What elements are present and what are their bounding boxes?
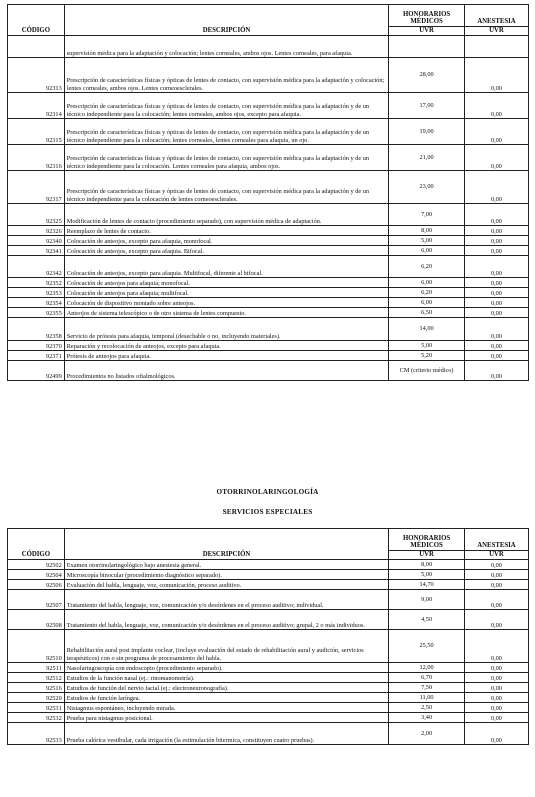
row-code: 92352 [8,278,65,288]
table-row [8,351,529,361]
table-row [8,580,529,590]
row-code: 92533 [8,723,65,745]
row-code: 92516 [8,683,65,693]
row-description: Colocación de anteojos para afaquia; monofocal. [64,278,389,288]
table-row [8,226,529,236]
row-code: 92340 [8,236,65,246]
row-description: Prótesis de anteojos para afaquia. [64,351,389,361]
col-header-fees-unit: UVR [389,551,465,560]
row-anesthesia-uvr: 0,00 [464,703,528,713]
row-code: 92508 [8,610,65,630]
table-row [8,36,529,58]
table-row [8,723,529,745]
row-anesthesia-uvr: 0,00 [464,308,528,318]
row-fee-uvr: 6,20 [389,256,465,278]
row-anesthesia-uvr: 0,00 [464,723,528,745]
row-code: 92358 [8,318,65,341]
table-row [8,590,529,610]
table-row [8,256,529,278]
row-code: 92370 [8,341,65,351]
row-description: Procedimientos no listados oftalmológicos. [64,361,389,381]
table-row [8,673,529,683]
row-code: 92507 [8,590,65,610]
row-description: supervisión médica para la adaptación y colocación; lentes corneales, ambos ojos. Lentes corneales, para afaquia. [64,36,389,58]
table-row [8,145,529,171]
row-code: 92371 [8,351,65,361]
fee-table-ophthalmology [7,4,529,381]
row-anesthesia-uvr: 0,00 [464,226,528,236]
table-row [8,560,529,570]
row-anesthesia-uvr: 0,00 [464,560,528,570]
row-fee-uvr: 8,00 [389,226,465,236]
row-anesthesia-uvr: 0,00 [464,580,528,590]
row-anesthesia-uvr: 0,00 [464,590,528,610]
row-description: Tratamiento del habla, lenguaje, voz, comunicación y/o desórdenes en el proceso auditivo; individual. [64,590,389,610]
row-code: 92502 [8,560,65,570]
row-description: Tratamiento del habla, lenguaje, voz, comunicación y/o desórdenes en el proceso auditivo; grupal, 2 o más individuos. [64,610,389,630]
row-anesthesia-uvr: 0,00 [464,610,528,630]
row-fee-uvr: 5,00 [389,236,465,246]
row-description: Nistagmus espontáneo, incluyendo mirada. [64,703,389,713]
row-code: 92520 [8,693,65,703]
row-fee-uvr: 21,00 [389,145,465,171]
row-description: Estudios de función del nervio facial (ej.: electroneuronografía). [64,683,389,693]
row-anesthesia-uvr: 0,00 [464,341,528,351]
table-row [8,308,529,318]
row-anesthesia-uvr: 0,00 [464,693,528,703]
col-header-code: CÓDIGO [8,529,65,560]
row-code: 92315 [8,119,65,145]
table-row [8,630,529,663]
row-anesthesia-uvr: 0,00 [464,171,528,204]
row-anesthesia-uvr: 0,00 [464,298,528,308]
row-anesthesia-uvr: 0,00 [464,318,528,341]
row-description: Prueba calórica vestibular, cada irrigación (la estimulación bitermica, constituyen cuatro pruebas). [64,723,389,745]
table-row [8,204,529,226]
row-description: Rehabilitación aural post implante coclear, (incluye evaluación del estado de rehabilitación aural y audición, servicios terapéuticos) con o sin programa de procesamiento del habla. [64,630,389,663]
row-fee-uvr: 23,00 [389,171,465,204]
row-description: Servicio de prótesis para afaquia, temporal (desechable o no, incluyendo materiales). [64,318,389,341]
row-fee-uvr: 9,00 [389,590,465,610]
row-description: Colocación de anteojos, excepto para afaquia. Multifocal, diferente al bifocal. [64,256,389,278]
table-row [8,119,529,145]
table-row [8,713,529,723]
row-fee-uvr: 5,20 [389,351,465,361]
row-fee-uvr: 19,00 [389,119,465,145]
row-description: Prueba para nistagmus posicional. [64,713,389,723]
row-fee-uvr: 14,00 [389,318,465,341]
row-code: 92342 [8,256,65,278]
row-code: 92506 [8,580,65,590]
col-header-anesthesia: ANESTESIA [464,5,528,27]
row-code: 92355 [8,308,65,318]
row-code: 92325 [8,204,65,226]
table-row [8,663,529,673]
row-anesthesia-uvr: 0,00 [464,204,528,226]
row-code: 92504 [8,570,65,580]
row-anesthesia-uvr: 0,00 [464,361,528,381]
row-fee-uvr: 6,20 [389,288,465,298]
row-fee-uvr: 6,50 [389,308,465,318]
row-anesthesia-uvr: 0,00 [464,278,528,288]
row-fee-uvr: 7,00 [389,204,465,226]
row-anesthesia-uvr: 0,00 [464,663,528,673]
table-row [8,288,529,298]
row-code: 92326 [8,226,65,236]
row-anesthesia-uvr: 0,00 [464,246,528,256]
row-anesthesia-uvr: 0,00 [464,256,528,278]
row-description: Nasofaringoscopía con endoscopio (procedimiento separado). [64,663,389,673]
row-fee-uvr: 6,00 [389,298,465,308]
row-fee-uvr: 5,00 [389,570,465,580]
col-header-description: DESCRIPCIÓN [64,5,389,36]
table-row [8,171,529,204]
row-fee-uvr: 25,50 [389,630,465,663]
row-code: 92313 [8,58,65,93]
table-row [8,278,529,288]
row-code: 92354 [8,298,65,308]
row-anesthesia-uvr: 0,00 [464,713,528,723]
col-header-fees-unit: UVR [389,27,465,36]
row-fee-uvr: 4,50 [389,610,465,630]
row-description: Colocación de anteojos, excepto para afaquia. Bifocal. [64,246,389,256]
table-row [8,693,529,703]
row-anesthesia-uvr: 0,00 [464,570,528,580]
row-description: Prescripción de características físicas y ópticas de lentes de contacto, con supervisión médica para la adaptación y de un técnico independiente para la colocación; lentes corneales, ambos ojos, excepto para afaquia. [64,93,389,119]
table-row [8,570,529,580]
row-anesthesia-uvr: 0,00 [464,288,528,298]
row-description: Reemplazo de lentes de contacto. [64,226,389,236]
table-row [8,318,529,341]
table-row [8,361,529,381]
row-anesthesia-uvr: 0,00 [464,145,528,171]
row-code: 92353 [8,288,65,298]
table-row [8,93,529,119]
row-description: Estudios de la función nasal (ej.: rinomanometría). [64,673,389,683]
row-fee-uvr: 17,00 [389,93,465,119]
row-description: Reparación y recolocación de anteojos, excepto para afaquia. [64,341,389,351]
row-description: Prescripción de características físicas y ópticas de lentes de contacto, con supervisión médica para la adaptación y de un técnico independiente para la colocación. Lentes corneales para afaquia, ambos ojos. [64,145,389,171]
row-code: 92511 [8,663,65,673]
row-fee-uvr: 6,70 [389,673,465,683]
row-code: 92317 [8,171,65,204]
row-description: Prescripción de características físicas y ópticas de lentes de contacto, con supervisión médica para la adaptación y de un técnico independiente para la colocación de lentes corneoesclerales. [64,171,389,204]
row-fee-uvr: 5,00 [389,341,465,351]
row-code: 92499 [8,361,65,381]
row-anesthesia-uvr: 0,00 [464,93,528,119]
row-description: Modificación de lentes de contacto (procedimiento separado), con supervisión médica de adaptación. [64,204,389,226]
table-row [8,703,529,713]
table-row [8,683,529,693]
row-fee-uvr: 8,00 [389,560,465,570]
row-code: 92341 [8,246,65,256]
table-row [8,341,529,351]
row-anesthesia-uvr: 0,00 [464,119,528,145]
row-anesthesia-uvr: 0,00 [464,683,528,693]
row-fee-uvr: 14,70 [389,580,465,590]
table-row [8,236,529,246]
row-code: 92510 [8,630,65,663]
row-description: Colocación de dispositivo montado sobre anteojos. [64,298,389,308]
row-code: 92314 [8,93,65,119]
col-header-anesthesia-unit: UVR [464,27,528,36]
fee-table-otorhinolaryngology [7,528,529,745]
row-fee-uvr: 12,00 [389,663,465,673]
row-description: Prescripción de características físicas y ópticas de lentes de contacto, con supervisión médica para la adaptación y colocación; lentes corneales, ambos ojos. Lentes corneoesclerales. [64,58,389,93]
row-fee-uvr: 7,50 [389,683,465,693]
col-header-fees: HONORARIOS MÉDICOS [389,529,465,551]
row-anesthesia-uvr: 0,00 [464,351,528,361]
col-header-fees: HONORARIOS MÉDICOS [389,5,465,27]
col-header-anesthesia-unit: UVR [464,551,528,560]
row-fee-uvr: 2,50 [389,703,465,713]
row-fee-uvr: 3,40 [389,713,465,723]
row-description: Examen otorrinolaringológico bajo anestesia general. [64,560,389,570]
table-row [8,298,529,308]
col-header-anesthesia: ANESTESIA [464,529,528,551]
row-anesthesia-uvr: 0,00 [464,236,528,246]
row-description: Anteojos de sistema telescópico o de otro sistema de lentes compuesto. [64,308,389,318]
row-fee-uvr: 6,00 [389,246,465,256]
row-code: 92531 [8,703,65,713]
table-row [8,246,529,256]
row-description: Colocación de anteojos, excepto para afaquia, monofocal. [64,236,389,246]
row-anesthesia-uvr: 0,00 [464,58,528,93]
row-fee-uvr: 11,00 [389,693,465,703]
row-code: 92316 [8,145,65,171]
section-title: OTORRINOLARINGOLOGÍA [216,488,319,496]
table-row [8,58,529,93]
row-description: Estudios de función laríngea. [64,693,389,703]
row-anesthesia-uvr [464,36,528,58]
row-description: Colocación de anteojos para afaquia; multifocal. [64,288,389,298]
row-code: 92532 [8,713,65,723]
col-header-code: CÓDIGO [8,5,65,36]
row-code: 92512 [8,673,65,683]
row-description: Microscopía binocular (procedimiento diagnóstico separado). [64,570,389,580]
section-subtitle: SERVICIOS ESPECIALES [222,508,313,516]
row-description: Evaluación del habla, lenguaje, voz, comunicación, proceso auditivo. [64,580,389,590]
row-description: Prescripción de características físicas y ópticas de lentes de contacto, con supervisión médica para la adaptación y de un técnico independiente para la colocación; lentes corneales, lentes corneales para afaquia, un ojo. [64,119,389,145]
row-code [8,36,65,58]
row-fee-uvr: 6,00 [389,278,465,288]
row-fee-uvr [389,36,465,58]
col-header-description: DESCRIPCIÓN [64,529,389,560]
row-fee-uvr: 28,00 [389,58,465,93]
row-anesthesia-uvr: 0,00 [464,630,528,663]
row-fee-uvr: CM (criterio médico) [389,361,465,381]
table-row [8,610,529,630]
row-anesthesia-uvr: 0,00 [464,673,528,683]
row-fee-uvr: 2,00 [389,723,465,745]
